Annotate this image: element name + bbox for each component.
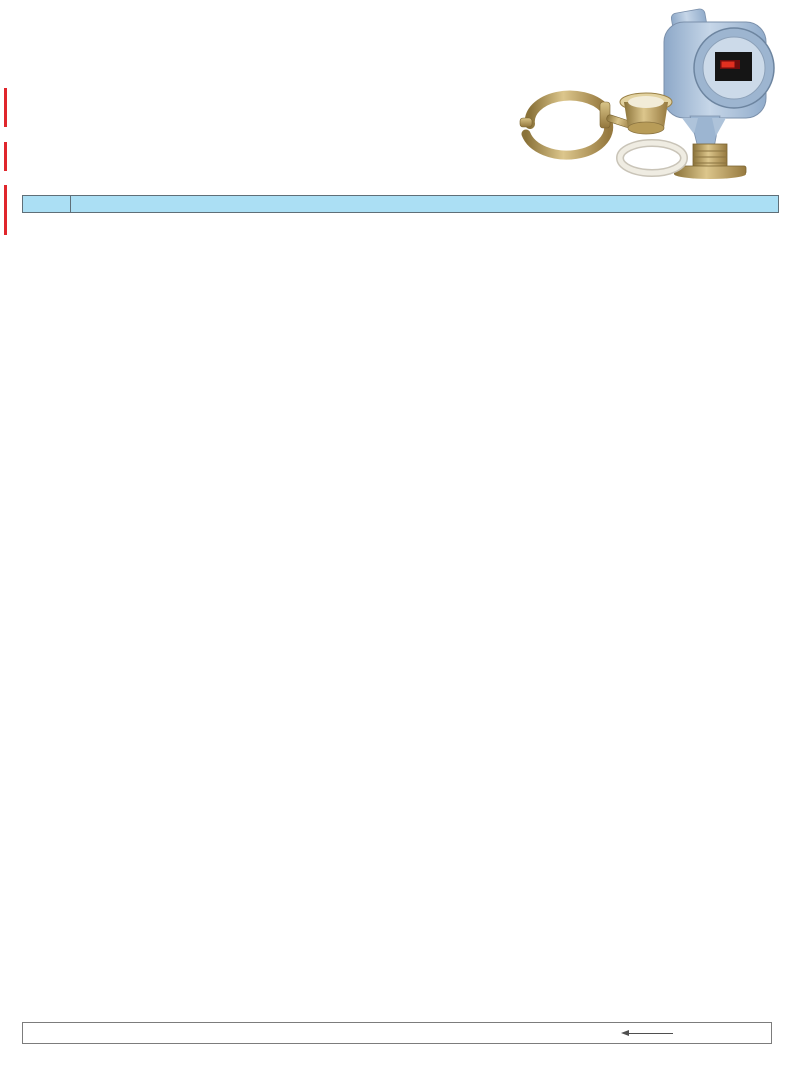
header-label-cell: [71, 196, 778, 212]
example-row: [22, 1022, 772, 1044]
table-header-row: [22, 195, 779, 213]
example-left-arrow-icon: [621, 1030, 629, 1036]
header-code-cell: [23, 196, 71, 212]
example-arrow-line: [629, 1033, 673, 1034]
